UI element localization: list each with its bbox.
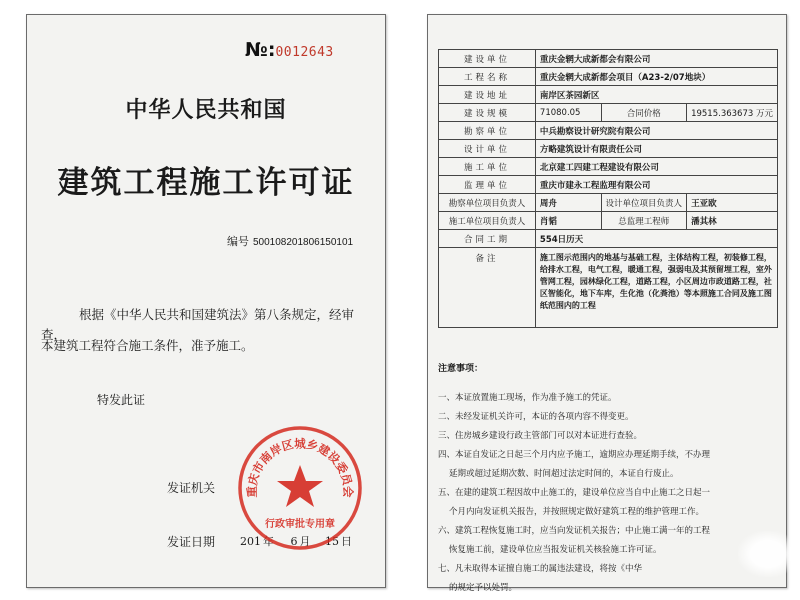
serial-value: 0012643 xyxy=(275,45,334,60)
notes-title: 注意事项： xyxy=(438,364,484,374)
project-name-value: 重庆金辋大成新都会项目（A23-2/07地块） xyxy=(535,68,777,86)
certificate-code xyxy=(227,233,353,249)
list-item xyxy=(438,503,778,522)
code-value: 500108201806150101 xyxy=(253,237,354,248)
row-label: 建设单位 xyxy=(439,50,536,68)
construction-lead-label: 施工单位项目负责人 xyxy=(439,212,536,230)
table-row xyxy=(439,104,778,122)
list-item xyxy=(438,541,778,560)
table-row xyxy=(439,194,778,212)
table-row xyxy=(439,50,778,68)
row-label: 施工单位 xyxy=(439,158,536,176)
scale-label: 建设规模 xyxy=(439,104,536,122)
notes-list xyxy=(438,389,778,598)
certificate-cover-page xyxy=(26,14,386,588)
list-item xyxy=(438,579,778,598)
price-cell xyxy=(687,104,778,122)
table-row xyxy=(439,212,778,230)
chief-engineer-label: 总监理工程师 xyxy=(601,212,687,230)
address-value: 南岸区茶园新区 xyxy=(535,86,777,104)
star-icon xyxy=(277,465,323,507)
list-item-cont: 恢复施工前，建设单位应当报发证机关核验施工许可证。 xyxy=(449,545,662,555)
design-unit-value: 方略建筑设计有限责任公司 xyxy=(535,140,777,158)
table-row xyxy=(439,248,778,328)
period-value: 554日历天 xyxy=(535,230,777,248)
certificate-details-page xyxy=(427,14,787,593)
builder-value: 重庆金辋大成新都会有限公司 xyxy=(535,50,777,68)
blurred-region xyxy=(738,531,798,577)
table-row xyxy=(439,122,778,140)
table-row xyxy=(439,158,778,176)
construction-lead-value: 肖韬 xyxy=(535,212,601,230)
approval-text: 本建筑工程符合施工条件，准予施工。 xyxy=(41,338,254,353)
official-seal xyxy=(235,423,365,553)
table-row xyxy=(439,230,778,248)
date-year-sep: 年 xyxy=(263,535,274,548)
chief-engineer-value: 潘其林 xyxy=(687,212,778,230)
list-item: 五、在建的建筑工程因故中止施工的，建设单位应当自中止施工之日起一 xyxy=(438,488,711,498)
code-label: 编号 xyxy=(227,235,249,248)
seal-bottom-text: 行政审批专用章 xyxy=(265,519,335,530)
serial-mark: №: xyxy=(245,39,276,61)
issue-note: 特发此证 xyxy=(97,393,146,407)
row-label: 设计单位 xyxy=(439,140,536,158)
table-row xyxy=(439,86,778,104)
list-item-cont: 个月内向发证机关报告，并按照规定做好建筑工程的维护管理工作。 xyxy=(449,507,705,517)
list-item: 六、建筑工程恢复施工时，应当向发证机关报告；中止施工满一年的工程 xyxy=(438,526,711,536)
row-label: 勘察单位 xyxy=(439,122,536,140)
legal-basis-text: 根据《中华人民共和国建筑法》第八条规定，经审查， xyxy=(41,307,355,342)
country-name: 中华人民共和国 xyxy=(125,97,287,123)
construction-unit-value: 北京建工四建工程建设有限公司 xyxy=(535,158,777,176)
row-label: 工程名称 xyxy=(439,68,536,86)
list-item: 三、住房城乡建设行政主管部门可以对本证进行查验。 xyxy=(438,431,643,441)
seal-arc-text: 重庆市南岸区城乡建设委员会 xyxy=(244,436,356,498)
list-item-cont: 延期或超过延期次数、时间超过法定时间的，本证自行废止。 xyxy=(449,469,679,479)
list-item-cont: 的规定予以处罚。 xyxy=(449,583,518,593)
date-day: 15 xyxy=(325,535,339,548)
scale-value: 71080.05 xyxy=(535,104,601,122)
remark-value: 施工图示范围内的地基与基础工程，主体结构工程，初装修工程，给排水工程，电气工程，暖通工程，强弱电及其预留埋工程，室外管网工程，园林绿化工程，道路工程，小区周边市政道路工程，社区智能化，地下车库，生化池（化粪池）等本照施工合同及施工图纸范围内的工程 xyxy=(535,248,777,328)
survey-unit-value: 中兵勘察设计研究院有限公司 xyxy=(535,122,777,140)
issue-date-label: 发证日期 xyxy=(167,535,216,549)
price-value: 19515.363673 xyxy=(691,108,754,119)
list-item: 一、本证放置施工现场，作为准予施工的凭证。 xyxy=(438,393,617,403)
date-month: 6 xyxy=(290,535,298,548)
period-label: 合同工期 xyxy=(439,230,536,248)
price-label: 合同价格 xyxy=(601,104,687,122)
table-row xyxy=(439,140,778,158)
issuing-agency-label: 发证机关 xyxy=(167,481,216,495)
survey-lead-value: 周舟 xyxy=(535,194,601,212)
project-info-table xyxy=(438,49,778,328)
table-row xyxy=(439,68,778,86)
serial-number xyxy=(245,39,334,61)
remark-label: 备注 xyxy=(439,248,536,328)
row-label: 监理单位 xyxy=(439,176,536,194)
list-item: 四、本证自发证之日起三个月内应予施工，逾期应办理延期手续，不办理 xyxy=(438,450,711,460)
date-month-sep: 月 xyxy=(299,535,311,548)
date-day-sep: 日 xyxy=(341,535,352,548)
list-item: 二、未经发证机关许可，本证的各项内容不得变更。 xyxy=(438,412,634,422)
list-item xyxy=(438,465,778,484)
survey-lead-label: 勘察单位项目负责人 xyxy=(439,194,536,212)
row-label: 建设地址 xyxy=(439,86,536,104)
design-lead-value: 王亚欧 xyxy=(687,194,778,212)
certificate-title: 建筑工程施工许可证 xyxy=(57,165,355,201)
list-item: 七、凡未取得本证擅自施工的属违法建设，将按《中华 xyxy=(438,564,643,574)
supervision-unit-value: 重庆市建永工程监理有限公司 xyxy=(535,176,777,194)
date-year: 201 xyxy=(240,535,261,548)
table-row xyxy=(439,176,778,194)
price-unit: 万元 xyxy=(755,108,773,119)
design-lead-label: 设计单位项目负责人 xyxy=(601,194,687,212)
